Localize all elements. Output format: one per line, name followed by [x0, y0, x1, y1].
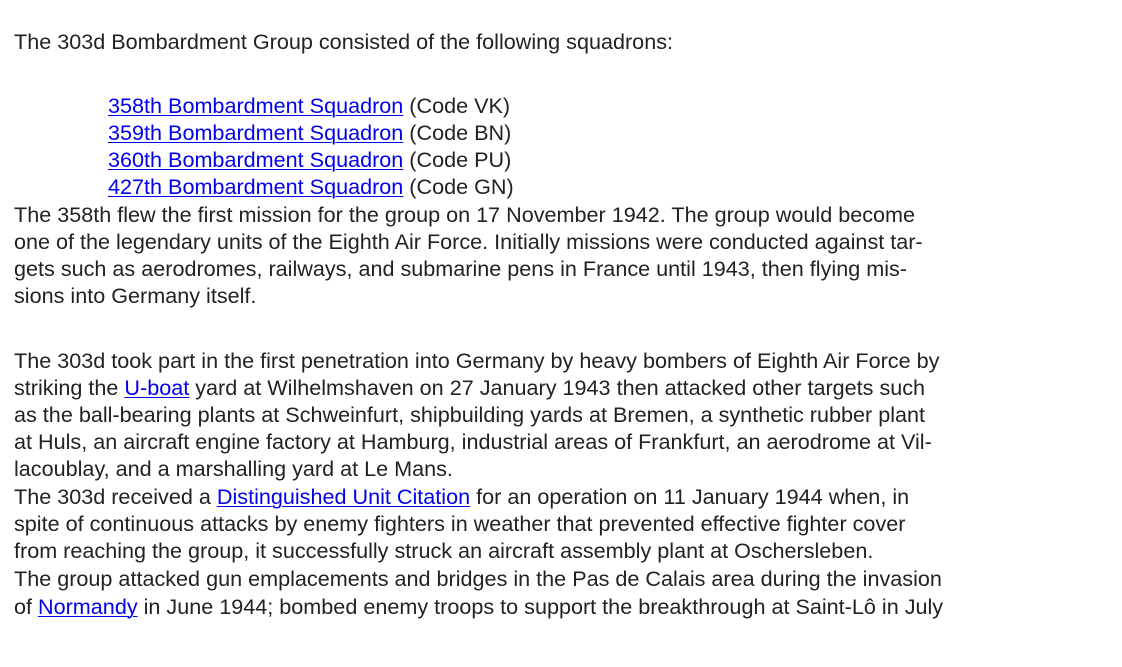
text-run: The 303d received a — [14, 484, 217, 509]
para4-line — [14, 593, 943, 620]
squadron-item — [108, 146, 511, 173]
link-u-boat[interactable]: U-boat — [124, 375, 190, 400]
para3-line — [14, 483, 909, 510]
para1-line: sions into Germany itself. — [14, 283, 257, 308]
link-427th-squadron[interactable]: 427th Bombardment Squadron — [108, 174, 404, 199]
link-360th-squadron[interactable]: 360th Bombardment Squadron — [108, 147, 404, 172]
link-distinguished-unit-citation[interactable]: Distinguished Unit Citation — [216, 484, 471, 509]
para3-line: spite of continuous attacks by enemy fighters in weather that prevented effective fighter cover — [14, 511, 906, 536]
text-run: for an operation on 11 January 1944 when, in — [470, 484, 910, 509]
para2-line: at Huls, an aircraft engine factory at Hamburg, industrial areas of Frankfurt, an aerodrome at Vil- — [14, 429, 932, 454]
para2-line: The 303d took part in the first penetration into Germany by heavy bombers of Eighth Air Force by — [14, 348, 940, 373]
squadron-item — [108, 173, 514, 200]
squadron-code: (Code BN) — [403, 120, 512, 145]
intro-text: The 303d Bombardment Group consisted of the following squadrons: — [14, 29, 673, 54]
para4-line: The group attacked gun emplacements and bridges in the Pas de Calais area during the invasion — [14, 566, 942, 591]
para2-line: as the ball-bearing plants at Schweinfurt, shipbuilding yards at Bremen, a synthetic rubber plant — [14, 402, 926, 427]
para1-line: gets such as aerodromes, railways, and submarine pens in France until 1943, then flying mis- — [14, 256, 907, 281]
link-358th-squadron[interactable]: 358th Bombardment Squadron — [108, 93, 404, 118]
para2-line — [14, 374, 925, 401]
link-normandy[interactable]: Normandy — [38, 594, 138, 619]
para1-line: one of the legendary units of the Eighth Air Force. Initially missions were conducted against tar- — [14, 229, 923, 254]
text-run: striking the — [14, 375, 125, 400]
para3-line: from reaching the group, it successfully struck an aircraft assembly plant at Oschersleben. — [14, 538, 874, 563]
link-359th-squadron[interactable]: 359th Bombardment Squadron — [108, 120, 404, 145]
para1-line: The 358th flew the first mission for the group on 17 November 1942. The group would become — [14, 202, 916, 227]
text-run: yard at Wilhelmshaven on 27 January 1943 then attacked other targets such — [189, 375, 926, 400]
text-run: in June 1944; bombed enemy troops to support the breakthrough at Saint-Lô in July — [137, 594, 944, 619]
squadron-item — [108, 119, 511, 146]
squadron-item — [108, 92, 510, 119]
squadron-code: (Code GN) — [403, 174, 514, 199]
para2-line: lacoublay, and a marshalling yard at Le Mans. — [14, 456, 453, 481]
squadron-code: (Code PU) — [403, 147, 512, 172]
text-run: of — [14, 594, 39, 619]
squadron-code: (Code VK) — [403, 93, 511, 118]
